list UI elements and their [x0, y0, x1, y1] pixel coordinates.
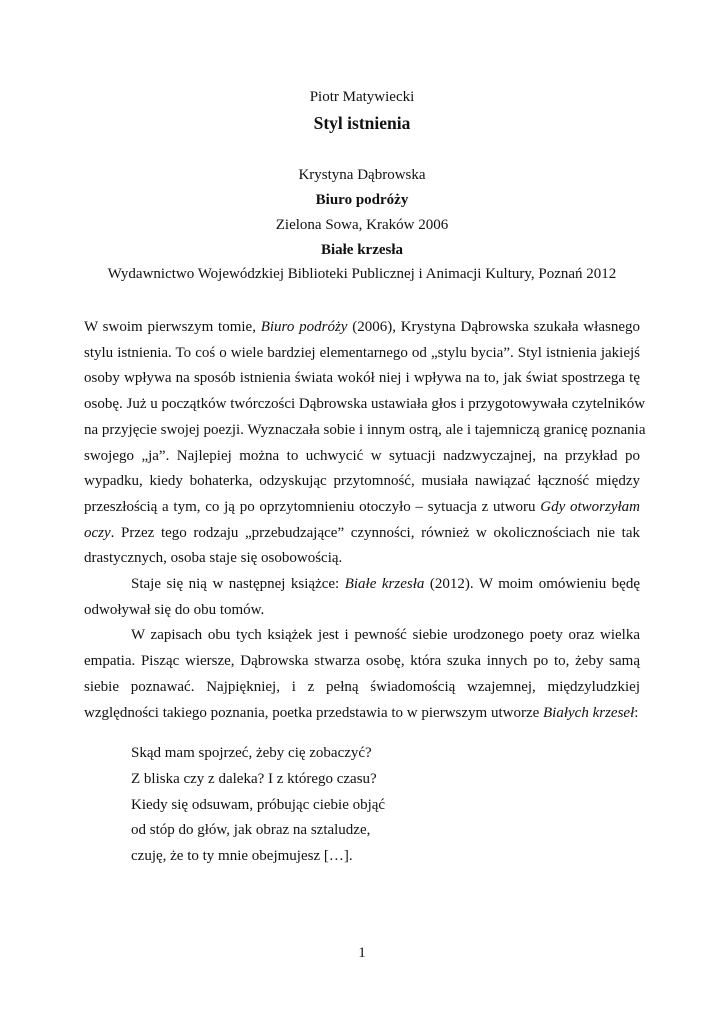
body-line: W zapisach obu tych książek jest i pewność siebie urodzonego poety oraz wielka [131, 627, 640, 644]
body-line: W swoim pierwszym tomie, Biuro podróży (2006), Krystyna Dąbrowska szukała własnego [84, 319, 640, 335]
body-line: empatia. Pisząc wiersze, Dąbrowska stwarza osobę, która szuka innych po to, żeby samą [84, 653, 640, 670]
poem-line: od stóp do głów, jak obraz na sztaludze, [131, 822, 371, 839]
book1-title: Biuro podróży [315, 192, 409, 208]
body-line: osoby wpływa na sposób istnienia świata wokół niej i wpływa na to, jak świat spostrzega tę [84, 370, 640, 387]
book1-publisher: Zielona Sowa, Kraków 2006 [275, 217, 449, 233]
body-line: swojego „ja”. Najlepiej można to uchwycić w sytuacji nadzwyczajnej, na przykład po [84, 447, 640, 464]
body-line: na przyjęcie swojej poezji. Wyznaczała sobie i innym ostrą, ale i tajemniczą granicę poznania [84, 421, 646, 438]
body-line: osobę. Już u początków twórczości Dąbrowska ustawiała głos i przygotowywała czytelników [84, 396, 646, 413]
poem-quote [131, 741, 385, 870]
article-body [84, 315, 646, 726]
body-line: wypadku, kiedy bohaterka, odzyskując przytomność, musiała nawiązać łączność między [84, 473, 640, 490]
paragraph-2 [84, 572, 640, 623]
article-title: Styl istnienia [313, 113, 411, 133]
book-title-italic: Białych krzeseł [543, 704, 635, 721]
body-line: odwoływał się do obu tomów. [84, 601, 265, 618]
poem-line: Skąd mam spojrzeć, żeby cię zobaczyć? [131, 745, 372, 761]
body-line: siebie poznawać. Najpiękniej, i z pełną świadomością wzajemnej, międzyludzkiej [84, 678, 640, 695]
poem-line: czuję, że to ty mnie obejmujesz […]. [131, 848, 353, 865]
body-line: Staje się nią w następnej książce: Białe krzesła (2012). W moim omówieniu będę [131, 576, 641, 593]
book-title-italic: Białe krzesła [344, 576, 425, 593]
poem-line: Kiedy się odsuwam, próbując ciebie objąć [131, 796, 386, 813]
book-title-italic: Biuro podróży [260, 319, 348, 335]
poem-line: Z bliska czy z daleka? I z którego czasu? [131, 770, 377, 787]
author-name: Piotr Matywiecki [309, 89, 415, 105]
body-line: drastycznych, osoba staje się osobowością. [84, 550, 343, 567]
paragraph-3 [84, 623, 640, 726]
body-line: przeszłością a tym, co ją po oprzytomnieniu otoczyło – sytuacja z utworu Gdy otworzyłam [84, 498, 640, 515]
body-line: oczy. Przez tego rodzaju „przebudzające” czynności, również w okolicznościach nie tak [84, 524, 640, 541]
body-line: względności takiego poznania, poetka przedstawia to w pierwszym utworze Białych krzeseł: [84, 704, 639, 721]
poem-title-italic: Gdy otworzyłam [540, 498, 640, 515]
body-line: stylu istnienia. To coś o wiele bardziej elementarnego od „stylu bycia”. Styl istnienia jakiejś [84, 344, 640, 361]
book-author: Krystyna Dąbrowska [298, 167, 426, 183]
poem-title-italic: oczy [84, 524, 111, 541]
page-number: 1 [358, 945, 366, 961]
book2-publisher: Wydawnictwo Wojewódzkiej Biblioteki Publicznej i Animacji Kultury, Poznań 2012 [107, 266, 617, 282]
book2-title: Białe krzesła [320, 242, 404, 258]
paragraph-1 [84, 315, 646, 572]
